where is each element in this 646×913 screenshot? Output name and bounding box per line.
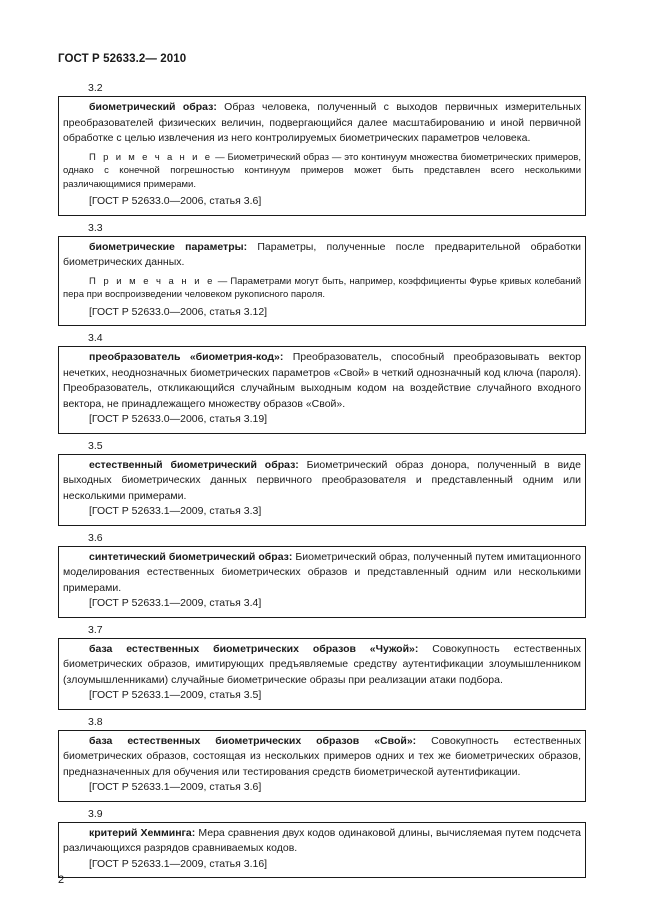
entry-number: 3.8 xyxy=(88,715,103,728)
definition-text: Образ человека, полученный с выходов первичных измерительных преобразователей физических величин, подвергающийся далее масштабированию и иной первичной обработке с целью извлечения из него контролируемых биометрических параметров человека. xyxy=(63,101,581,144)
entry-number: 3.6 xyxy=(88,531,103,544)
definition-text: Преобразователь, способный преобразовывать вектор нечетких, неоднозначных биометрических параметров «Свой» в четкий однозначный код ключа (пароля). Преобразователь, откликающийся случайным выходным кодом на воздействие случайного входного вектора, не принадлежащего множеству образов «Свой». xyxy=(63,351,582,410)
term-source: [ГОСТ Р 52633.1—2009, статья 3.4] xyxy=(89,597,262,609)
term-box xyxy=(58,236,586,327)
term-note xyxy=(63,151,581,192)
definition-text: Совокупность естественных биометрических образов, имитирующих предъявляемые средству аутентификации злоумышленником (злоумышленниками) случайные биометрические образы при реализации атаки подбора. xyxy=(63,642,581,686)
term-source: [ГОСТ Р 52633.1—2009, статья 3.5] xyxy=(89,689,262,701)
document-header: ГОСТ Р 52633.2— 2010 xyxy=(58,53,187,65)
term-name: биометрический образ: xyxy=(89,101,217,113)
definition-text: Биометрический образ донора, полученный в виде выходных биометрических данных первичного преобразователя и представленный одним или несколькими примерами. xyxy=(63,458,581,502)
term-entry xyxy=(58,220,586,327)
term-box xyxy=(58,546,586,618)
entry-number: 3.5 xyxy=(88,439,103,452)
term-definition xyxy=(63,240,581,271)
term-source: [ГОСТ Р 52633.0—2006, статья 3.12] xyxy=(89,305,268,318)
term-source: [ГОСТ Р 52633.0—2006, статья 3.6] xyxy=(89,195,262,207)
note-label: П р и м е ч а н и е xyxy=(89,275,215,287)
term-note xyxy=(63,275,581,302)
term-source: [ГОСТ Р 52633.1—2009, статья 3.16] xyxy=(89,857,268,870)
term-definition xyxy=(63,826,581,857)
term-entry xyxy=(58,330,586,434)
term-definition xyxy=(63,100,581,147)
definition-text: Параметры, полученные после предварительной обработки биометрических данных. xyxy=(63,240,581,268)
term-box xyxy=(58,96,586,216)
term-definition xyxy=(63,458,581,505)
entry-number: 3.9 xyxy=(88,807,103,820)
note-label: П р и м е ч а н и е xyxy=(89,151,213,163)
term-name: естественный биометрический образ: xyxy=(89,458,299,471)
term-entry xyxy=(58,530,586,618)
term-entry xyxy=(58,622,586,710)
entry-number: 3.7 xyxy=(88,623,103,636)
term-box xyxy=(58,822,586,879)
term-box xyxy=(58,638,586,710)
term-definition xyxy=(63,550,581,597)
term-entry xyxy=(58,438,586,526)
term-definition xyxy=(63,350,581,412)
term-entry xyxy=(58,80,586,216)
term-name: критерий Хемминга: xyxy=(89,826,196,839)
note-text: — Параметрами могут быть, например, коэффициенты Фурье кривых колебаний пера при воспроизведении человеком рукописного пароля. xyxy=(63,275,582,300)
term-entry xyxy=(58,806,586,879)
term-definition xyxy=(63,734,581,781)
term-name: база естественных биометрических образов «Свой»: xyxy=(89,734,417,747)
note-text: — Биометрический образ — это континуум множества биометрических примеров, однако с конечной погрешностью континуум примеров может быть представлен всего несколькими различающимися примерами. xyxy=(63,151,581,190)
definition-text: Совокупность естественных биометрических образов, состоящая из нескольких примеров одних и тех же биометрических образов, предназначенных для обучения или тестирования средств биометрической аутентификации. xyxy=(63,734,581,778)
entry-number: 3.3 xyxy=(88,221,103,234)
term-box xyxy=(58,454,586,526)
term-box xyxy=(58,730,586,802)
term-source: [ГОСТ Р 52633.1—2009, статья 3.3] xyxy=(89,505,262,517)
term-box xyxy=(58,346,586,434)
term-name: синтетический биометрический образ: xyxy=(89,550,293,563)
entry-number: 3.2 xyxy=(88,82,103,94)
term-source: [ГОСТ Р 52633.1—2009, статья 3.6] xyxy=(89,781,262,793)
definition-text: Мера сравнения двух кодов одинаковой длины, вычисляемая путем подсчета различающихся разрядов сравниваемых кодов. xyxy=(63,826,582,854)
term-source: [ГОСТ Р 52633.0—2006, статья 3.19] xyxy=(89,413,268,425)
terms-list xyxy=(58,80,586,882)
entry-number: 3.4 xyxy=(88,332,103,344)
definition-text: Биометрический образ, полученный путем имитационного моделирования естественных биометрических образов и представленный одним или несколькими примерами. xyxy=(63,550,581,594)
term-entry xyxy=(58,714,586,802)
term-definition xyxy=(63,642,581,689)
term-name: биометрические параметры: xyxy=(89,240,248,253)
term-name: преобразователь «биометрия-код»: xyxy=(89,351,284,363)
term-name: база естественных биометрических образов «Чужой»: xyxy=(89,642,419,655)
page-number: 2 xyxy=(58,874,65,886)
